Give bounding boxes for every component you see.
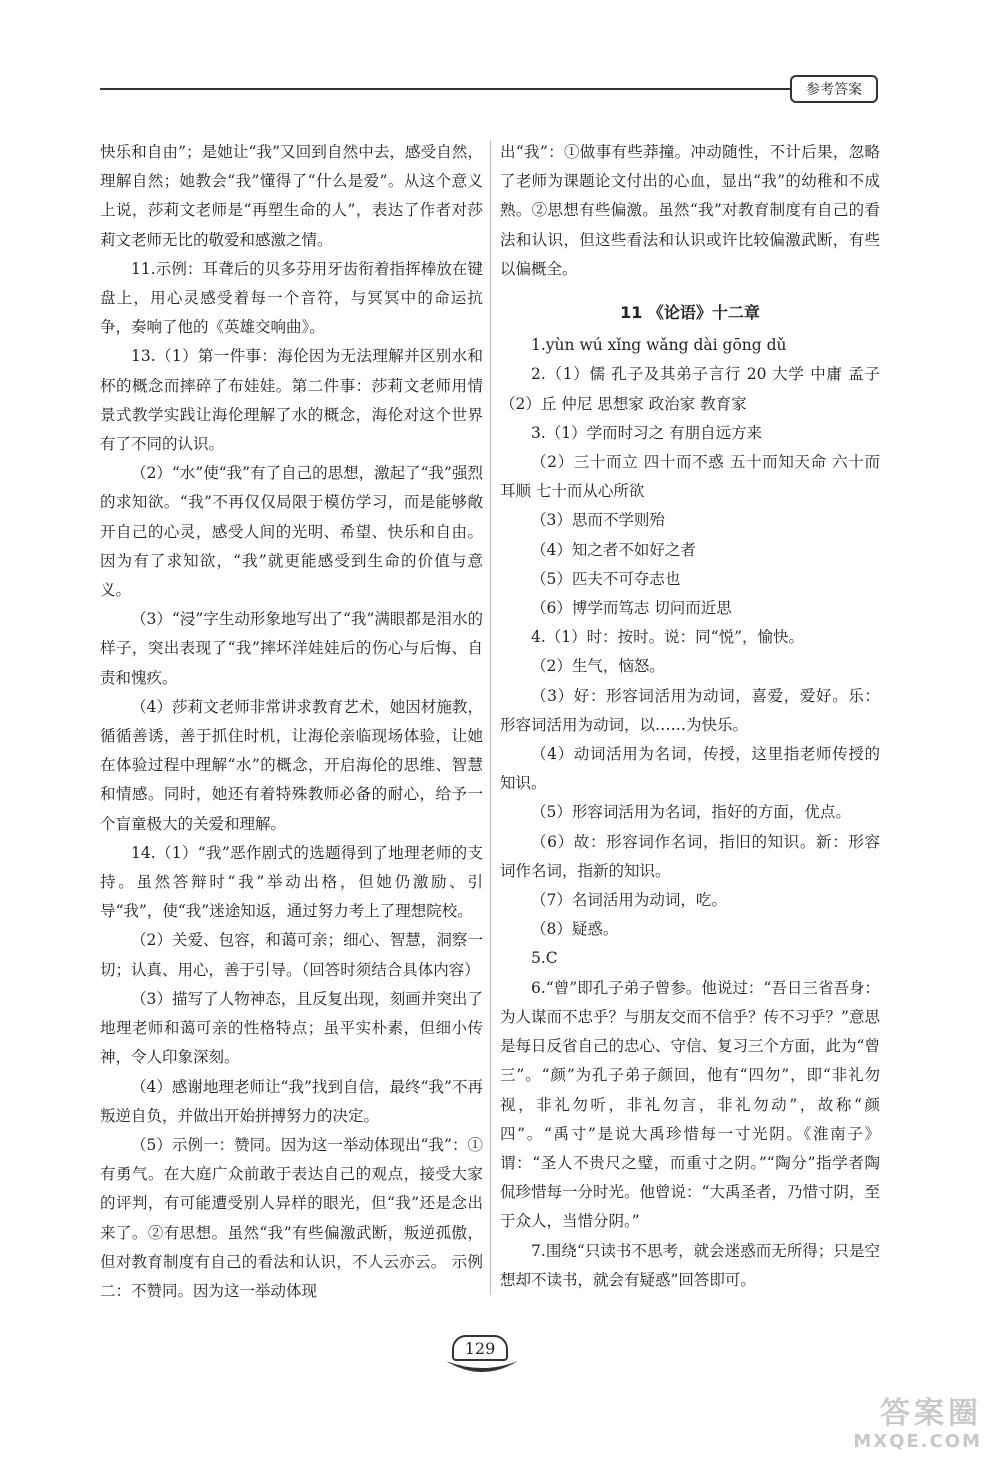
answer-paragraph: 13.（1）第一件事：海伦因为无法理解并区别水和杯的概念而摔碎了布娃娃。第二件事：莎莉文老师用情景式教学实践让海伦理解了水的概念，海伦对这个世界有了不同的认识。 — [100, 347, 483, 454]
answer-paragraph: （3）好：形容词活用为动词，喜爱，爱好。乐：形容词活用为动词，以……为快乐。 — [500, 686, 880, 734]
answer-paragraph: 1.yùn wú xǐng wǎng dài gōng dǔ — [531, 336, 787, 355]
section-title: 11 《论语》十二章 — [620, 303, 760, 323]
column-divider — [490, 140, 491, 1295]
answer-paragraph: （2）生气，恼怒。 — [531, 657, 665, 676]
answer-paragraph: 4.（1）时：按时。说：同“悦”，愉快。 — [531, 628, 804, 647]
watermark-logo: 答案圈 — [880, 1396, 982, 1431]
answer-paragraph: （6）博学而笃志 切问而近思 — [531, 599, 732, 618]
answer-paragraph: 5.C — [531, 949, 558, 968]
answer-paragraph: （8）疑惑。 — [531, 920, 619, 939]
answer-paragraph: （5）形容词活用为名词，指好的方面，优点。 — [531, 803, 851, 822]
answer-paragraph: 6.“曾”即孔子弟子曾参。他说过：“吾日三省吾身：为人谋而不忠乎？与朋友交而不信乎？传不习乎？”意思是每日反省自己的忠心、守信、复习三个方面，此为“曾三”。“颜”为孔子弟子颜回，他有“四勿”，即“非礼勿视，非礼勿听，非礼勿言，非礼勿动”，故称“颜四”。“禹寸”是说大禹珍惜每一寸光阴。《淮南子》谓：“圣人不贵尺之璧，而重寸之阴。”“陶分”指学者陶侃珍惜每一分时光。他曾说：“大禹圣者，乃惜寸阴，至于众人，当惜分阴。” — [500, 978, 880, 1231]
answer-paragraph: 7.围绕“只读书不思考，就会迷惑而无所得；只是空想却不读书，就会有疑惑”回答即可。 — [500, 1241, 880, 1289]
answer-paragraph: （4）动词活用为名词，传授，这里指老师传授的知识。 — [500, 745, 880, 793]
right-column — [500, 138, 880, 1295]
answer-paragraph: （3）思而不学则殆 — [531, 511, 665, 530]
page-number-ornament — [442, 1335, 522, 1383]
header-rule — [100, 88, 790, 90]
answer-paragraph: （5）匹夫不可夺志也 — [531, 569, 681, 588]
page-number: 129 — [452, 1335, 508, 1361]
answer-paragraph: （4）知之者不如好之者 — [531, 540, 696, 559]
answer-paragraph: 14.（1）“我”恶作剧式的选题得到了地理老师的支持。虽然答辩时“我”举动出格，但她仍激励、引导“我”，使“我”迷途知返，通过努力考上了理想院校。 — [100, 843, 483, 921]
answer-paragraph: 2.（1）儒 孔子及其弟子言行 20 大学 中庸 孟子 （2）丘 仲尼 思想家 政治家 教育家 — [500, 365, 880, 413]
answer-paragraph: 出“我”：①做事有些莽撞。冲动随性，不计后果，忽略了老师为课题论文付出的心血，显出“我”的幼稚和不成熟。②思想有些偏激。虽然“我”对教育制度有自己的看法和认识，但这些看法和认识或许比较偏激武断，有些以偏概全。 — [500, 143, 880, 278]
section-badge: 参考答案 — [790, 75, 878, 103]
watermark-url: MXQE.COM — [853, 1431, 982, 1452]
answer-paragraph: 快乐和自由”；是她让“我”又回到自然中去，感受自然，理解自然；她教会“我”懂得了“什么是爱”。从这个意义上说，莎莉文老师是“再塑生命的人”，表达了作者对莎莉文老师无比的敬爱和感激之情。 — [100, 143, 483, 249]
answer-paragraph: 3.（1）学而时习之 有朋自远方来 — [531, 423, 763, 442]
answer-paragraph: （4）感谢地理老师让“我”找到自信，最终“我”不再叛逆自负，并做出开始拼搏努力的决定。 — [100, 1077, 483, 1125]
answer-paragraph: （3）描写了人物神态，且反复出现，刻画并突出了地理老师和蔼可亲的性格特点；虽平实朴素，但细小传神，令人印象深刻。 — [100, 989, 483, 1067]
answer-paragraph: 11.示例：耳聋后的贝多芬用牙齿衔着指挥棒放在键盘上，用心灵感受着每一个音符，与冥冥中的命运抗争，奏响了他的《英雄交响曲》。 — [100, 259, 483, 337]
answer-paragraph: （6）故：形容词作名词，指旧的知识。新：形容词作名词，指新的知识。 — [500, 832, 880, 880]
answer-paragraph: （5）示例一：赞同。因为这一举动体现出“我”：①有勇气。在大庭广众前敢于表达自己的观点，接受大家的评判，有可能遭受别人异样的眼光，但“我”还是念出来了。②有思想。虽然“我”有些偏激武断，叛逆孤傲，但对教育制度有自己的看法和认识，不人云亦云。 示例二：不赞同。因为这一举动体现 — [100, 1135, 483, 1300]
watermark — [802, 1397, 982, 1457]
answer-paragraph: （2）“水”使“我”有了自己的思想，激起了“我”强烈的求知欲。“我”不再仅仅局限于模仿学习，而是能够敞开自己的心灵，感受人间的光明、希望、快乐和自由。因为有了求知欲，“我”就更能感受到生命的价值与意义。 — [100, 464, 483, 600]
left-column — [100, 138, 483, 1306]
answer-paragraph: （2）三十而立 四十而不惑 五十而知天命 六十而耳顺 七十而从心所欲 — [500, 453, 880, 501]
answer-paragraph: （3）“浸”字生动形象地写出了“我”满眼都是泪水的样子，突出表现了“我”摔坏洋娃娃后的伤心与后悔、自责和愧疚。 — [100, 610, 483, 687]
answer-paragraph: （2）关爱、包容，和蔼可亲；细心、智慧，洞察一切；认真、用心，善于引导。（回答时须结合具体内容） — [100, 931, 483, 979]
answer-paragraph: （4）莎莉文老师非常讲求教育艺术，她因材施教，循循善诱，善于抓住时机，让海伦亲临现场体验，让她在体验过程中理解“水”的概念，开启海伦的思维、智慧和情感。同时，她还有着特殊教师必备的耐心，给予一个盲童极大的关爱和理解。 — [100, 697, 483, 833]
answer-paragraph: （7）名词活用为动词，吃。 — [531, 891, 727, 910]
